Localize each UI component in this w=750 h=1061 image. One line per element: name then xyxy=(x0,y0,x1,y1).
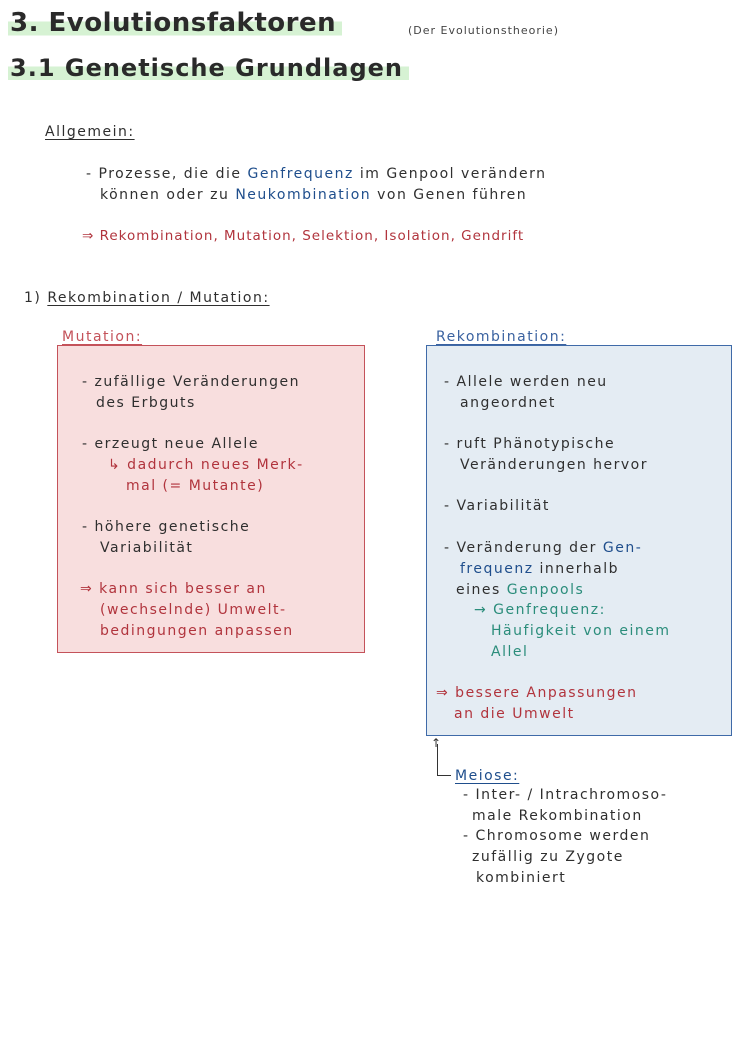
term-frequenz: frequenz xyxy=(460,561,534,577)
rekombination-text: innerhalb xyxy=(533,561,620,577)
rekombination-text: eines xyxy=(456,582,507,598)
meiose-line-2: male Rekombination xyxy=(472,808,643,824)
genfrequenz-definition-line-3: Allel xyxy=(491,644,529,660)
genfrequenz-definition-line-1: → Genfrequenz: xyxy=(474,602,606,618)
section-title-text: 3.1 Genetische Grundlagen xyxy=(8,54,409,82)
allgemein-text: von Genen führen xyxy=(371,187,528,203)
allgemein-text: können oder zu xyxy=(100,187,236,203)
section-title xyxy=(8,54,409,82)
term-neukombination: Neukombination xyxy=(235,187,372,203)
rekombination-item-3-line-1: - Variabilität xyxy=(444,498,550,514)
mutation-item-3-line-2: Variabilität xyxy=(100,540,194,556)
allgemein-text: - Prozesse, die die xyxy=(86,166,248,182)
rekombination-item-2-line-1: - ruft Phänotypische xyxy=(444,436,616,452)
section-1-heading-text: Rekombination / Mutation: xyxy=(47,290,270,306)
rekombination-item-2-line-2: Veränderungen hervor xyxy=(460,457,648,473)
rekombination-conclusion-line-2: an die Umwelt xyxy=(454,706,575,722)
title-note: (Der Evolutionstheorie) xyxy=(408,24,559,37)
mutation-item-2-line-1: - erzeugt neue Allele xyxy=(82,436,259,452)
meiose-heading: Meiose: xyxy=(455,768,520,784)
meiose-line-3: - Chromosome werden xyxy=(463,828,651,844)
rekombination-item-4-line-3 xyxy=(456,580,584,601)
meiose-line-4: zufällig zu Zygote xyxy=(472,849,624,865)
mutation-item-3-line-1: - höhere genetische xyxy=(82,519,251,535)
rekombination-item-4-line-1 xyxy=(444,538,642,559)
rekombination-text: - Veränderung der xyxy=(444,540,603,556)
genfrequenz-definition-line-2: Häufigkeit von einem xyxy=(491,623,671,639)
section-1-heading xyxy=(24,288,270,309)
mutation-item-2-line-2: ↳ dadurch neues Merk- xyxy=(108,457,304,473)
mutation-item-2-line-3: mal (= Mutante) xyxy=(126,478,265,494)
page-title xyxy=(8,8,342,38)
allgemein-factors: ⇒ Rekombination, Mutation, Selektion, Isolation, Gendrift xyxy=(82,228,525,244)
mutation-item-1-line-1: - zufällige Veränderungen xyxy=(82,374,301,390)
allgemein-line-2 xyxy=(100,185,527,206)
meiose-line-1: - Inter- / Intrachromoso- xyxy=(463,787,668,803)
term-genfrequenz: Genfrequenz xyxy=(247,166,354,182)
section-1-number: 1) xyxy=(24,290,42,306)
mutation-conclusion-line-1: ⇒ kann sich besser an xyxy=(80,581,267,597)
mutation-conclusion-line-3: bedingungen anpassen xyxy=(100,623,294,639)
rekombination-heading: Rekombination: xyxy=(436,329,567,345)
mutation-heading: Mutation: xyxy=(62,329,143,345)
mutation-conclusion-line-2: (wechselnde) Umwelt- xyxy=(100,602,287,618)
term-gen: Gen- xyxy=(602,540,643,556)
page-title-text: 3. Evolutionsfaktoren xyxy=(8,8,342,38)
rekombination-item-1-line-2: angeordnet xyxy=(460,395,556,411)
allgemein-text: im Genpool verändern xyxy=(353,166,547,182)
rekombination-item-4-line-2 xyxy=(460,559,619,580)
allgemein-heading: Allgemein: xyxy=(45,124,135,140)
term-genpools: Genpools xyxy=(506,582,585,598)
meiose-line-5: kombiniert xyxy=(476,870,567,886)
mutation-item-1-line-2: des Erbguts xyxy=(96,395,196,411)
allgemein-line-1 xyxy=(86,164,547,185)
rekombination-conclusion-line-1: ⇒ bessere Anpassungen xyxy=(436,685,638,701)
rekombination-item-1-line-1: - Allele werden neu xyxy=(444,374,608,390)
